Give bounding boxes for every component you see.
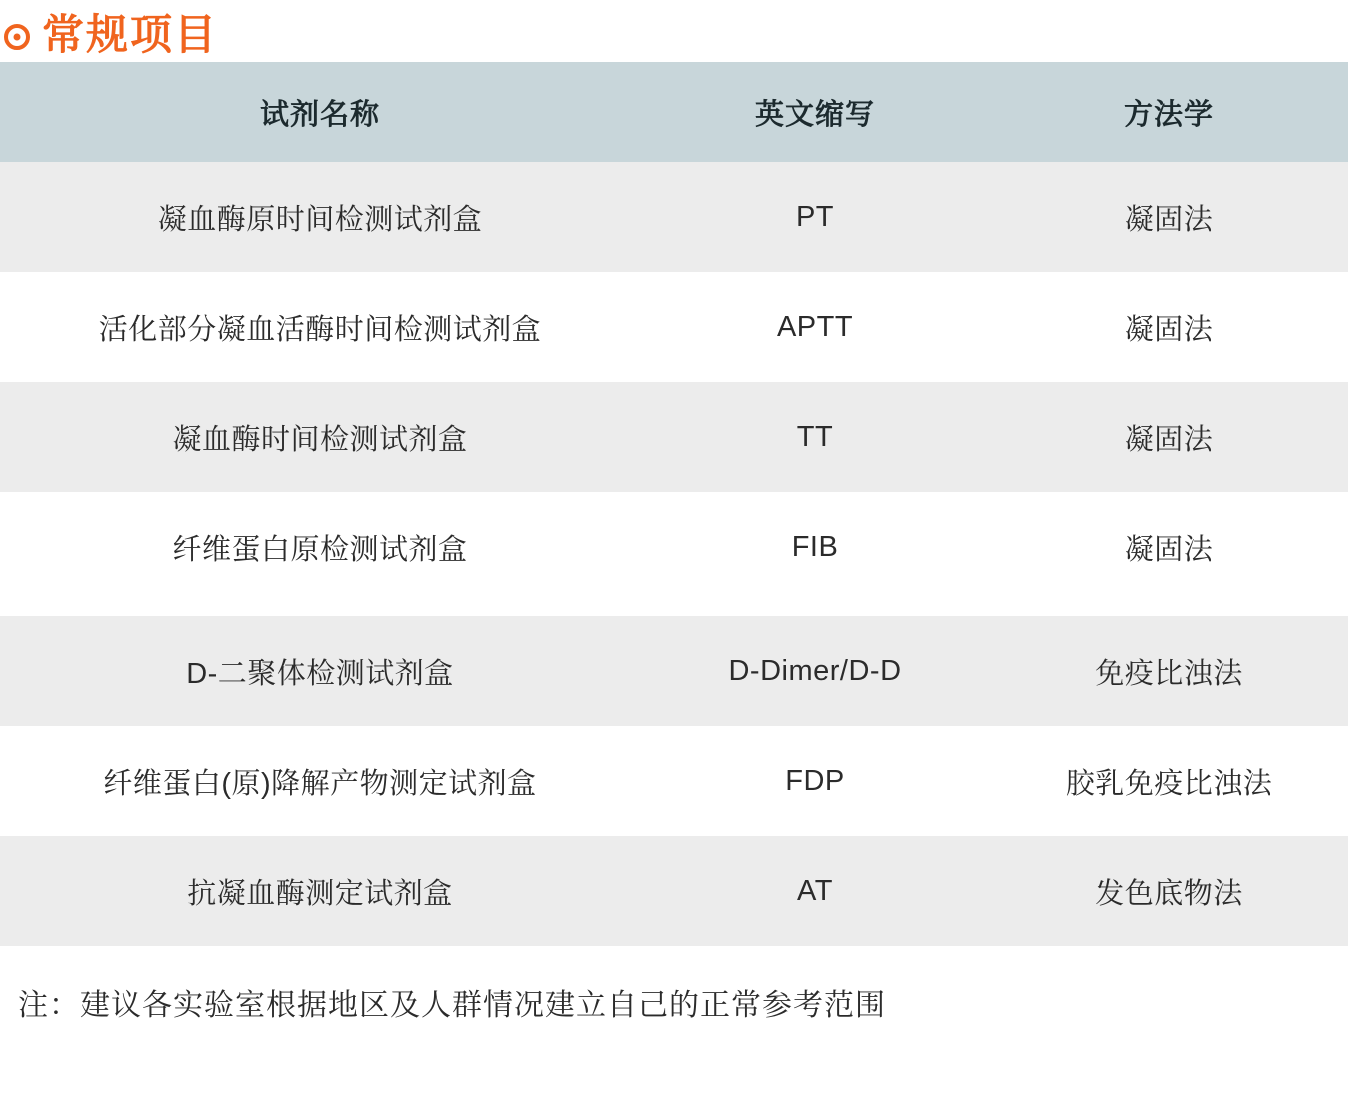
cell-name: 活化部分凝血活酶时间检测试剂盒 (0, 272, 640, 382)
cell-abbr: PT (640, 162, 990, 272)
table-row (0, 272, 1348, 382)
cell-method: 凝固法 (990, 492, 1348, 602)
cell-method: 发色底物法 (990, 836, 1348, 946)
table-header-row (0, 62, 1348, 162)
cell-name: 纤维蛋白原检测试剂盒 (0, 492, 640, 602)
table-row (0, 836, 1348, 946)
table-row (0, 162, 1348, 272)
circle-dot-icon (4, 24, 30, 50)
cell-method: 胶乳免疫比浊法 (990, 726, 1348, 836)
page-title-text: 常规项目 (42, 11, 219, 58)
cell-abbr: D-Dimer/D-D (640, 616, 990, 726)
table-header (0, 62, 1348, 162)
cell-name: D-二聚体检测试剂盒 (0, 616, 640, 726)
column-header-abbr: 英文缩写 (640, 62, 990, 162)
cell-abbr: FDP (640, 726, 990, 836)
cell-name: 抗凝血酶测定试剂盒 (0, 836, 640, 946)
cell-method: 凝固法 (990, 382, 1348, 492)
cell-abbr: APTT (640, 272, 990, 382)
cell-method: 凝固法 (990, 162, 1348, 272)
cell-name: 凝血酶时间检测试剂盒 (0, 382, 640, 492)
cell-name: 凝血酶原时间检测试剂盒 (0, 162, 640, 272)
table-body (0, 162, 1348, 946)
cell-abbr: AT (640, 836, 990, 946)
table-group-separator (0, 602, 1348, 616)
footnote: 注：建议各实验室根据地区及人群情况建立自己的正常参考范围 (18, 988, 886, 1023)
cell-method: 凝固法 (990, 272, 1348, 382)
cell-abbr: TT (640, 382, 990, 492)
cell-name: 纤维蛋白(原)降解产物测定试剂盒 (0, 726, 640, 836)
table-row (0, 616, 1348, 726)
table-row (0, 726, 1348, 836)
cell-abbr: FIB (640, 492, 990, 602)
column-header-method: 方法学 (990, 62, 1348, 162)
page-title (0, 0, 1348, 62)
reagent-table (0, 62, 1348, 946)
table-row (0, 382, 1348, 492)
cell-method: 免疫比浊法 (990, 616, 1348, 726)
table-row (0, 492, 1348, 602)
column-header-name: 试剂名称 (0, 62, 640, 162)
